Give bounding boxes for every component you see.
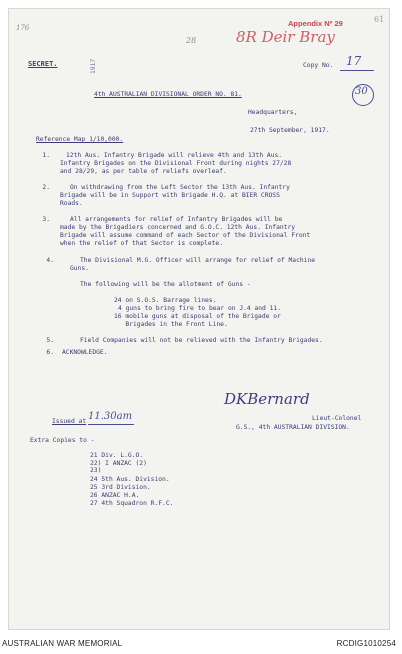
paragraph-3-line-3: Brigade will assume command of each Sector of the Divisional Front	[60, 232, 311, 239]
paragraph-4-number: 4.	[46, 257, 54, 264]
copy-number-underline	[340, 70, 374, 71]
allotment-item-1: 24 on S.O.S. Barrage lines.	[114, 297, 217, 304]
distribution-item-4: 24 5th Aus. Division.	[90, 476, 170, 483]
margin-number: 176	[16, 24, 30, 32]
paragraph-2-number: 2.	[42, 184, 50, 191]
paragraph-1-number: 1.	[42, 152, 50, 159]
paragraph-4-line-1: The Divisional M.G. Officer will arrange for relief of Machine	[80, 257, 316, 264]
distribution-item-5: 25 3rd Division.	[90, 484, 151, 491]
stamp-number: 30	[355, 86, 368, 97]
paragraph-3-line-1: All arrangements for relief of Infantry Brigades will be	[70, 216, 283, 223]
paragraph-4-line-2: Guns.	[70, 265, 89, 272]
distribution-item-2: 22) I ANZAC (2)	[90, 460, 147, 467]
paragraph-3-number: 3.	[42, 216, 50, 223]
distribution-item-7: 27 4th Squadron R.F.C.	[90, 500, 174, 507]
copy-number-value: 17	[346, 54, 362, 68]
paragraph-2-line-3: Roads.	[60, 200, 83, 207]
order-date: 27th September, 1917.	[250, 127, 330, 134]
paragraph-6-text: ACKNOWLEDGE.	[62, 349, 108, 356]
footer-institution: AUSTRALIAN WAR MEMORIAL	[2, 639, 123, 648]
distribution-item-1: 21 Div. L.G.O.	[90, 452, 144, 459]
appendix-annotation: Appendix Nº 29	[288, 19, 343, 28]
issued-underline	[88, 424, 134, 425]
classification-heading: SECRET.	[28, 60, 58, 68]
paragraph-1-line-3: and 28/29, as per table of reliefs overleaf.	[60, 168, 227, 175]
date-stamp: 1917	[90, 58, 97, 74]
issued-label: Issued at	[52, 418, 87, 425]
paragraph-2-line-2: Brigade will be in Support with Brigade H.Q. at BIER CROSS	[60, 192, 280, 199]
allotment-item-4: Brigades in the Front Line.	[114, 321, 228, 328]
distribution-item-6: 26 ANZAC H.A.	[90, 492, 140, 499]
paragraph-1-line-1: 12th Aus. Infantry Brigade will relieve 4th and 13th Aus.	[66, 152, 283, 159]
paragraph-5-number: 5.	[46, 337, 54, 344]
paragraph-3-line-4: when the relief of that Sector is complete.	[60, 240, 224, 247]
paragraph-2-line-1: On withdrawing from the Left Sector the 13th Aus. Infantry	[70, 184, 290, 191]
distribution-item-3: 23)	[90, 467, 102, 474]
paragraph-5-text: Field Companies will not be relieved with the Infantry Brigades.	[80, 337, 323, 344]
signature: DKBernard	[224, 390, 310, 408]
signature-title: G.S., 4th AUSTRALIAN DIVISION.	[236, 424, 350, 431]
pencil-number: 28	[186, 36, 197, 45]
red-scrawl-annotation: 8R Deir Bray	[236, 28, 335, 46]
page-number: 61	[374, 15, 385, 24]
order-title: 4th AUSTRALIAN DIVISIONAL ORDER NO. 81.	[94, 91, 242, 98]
paragraph-1-line-2: Infantry Brigades on the Divisional Front during nights 27/28	[60, 160, 292, 167]
distribution-label: Extra Copies to -	[30, 437, 95, 444]
footer-record-id: RCDIG1010254	[336, 639, 396, 648]
signature-rank: Lieut-Colonel	[312, 415, 362, 422]
issued-time: 11.30am	[88, 411, 133, 422]
allotment-item-2: 4 guns to bring fire to bear on J.4 and 11.	[118, 305, 282, 312]
allotment-item-3: 16 mobile guns at disposal of the Brigade or	[114, 313, 281, 320]
headquarters-line: Headquarters,	[248, 109, 298, 116]
paragraph-6-number: 6.	[46, 349, 54, 356]
copy-number-label: Copy No.	[303, 62, 334, 69]
allotment-intro: The following will be the allotment of Guns -	[80, 281, 251, 288]
reference-map: Reference Map 1/10,000.	[36, 136, 124, 143]
paragraph-3-line-2: made by the Brigadiers concerned and G.O.C. 12th Aus. Infantry	[60, 224, 296, 231]
